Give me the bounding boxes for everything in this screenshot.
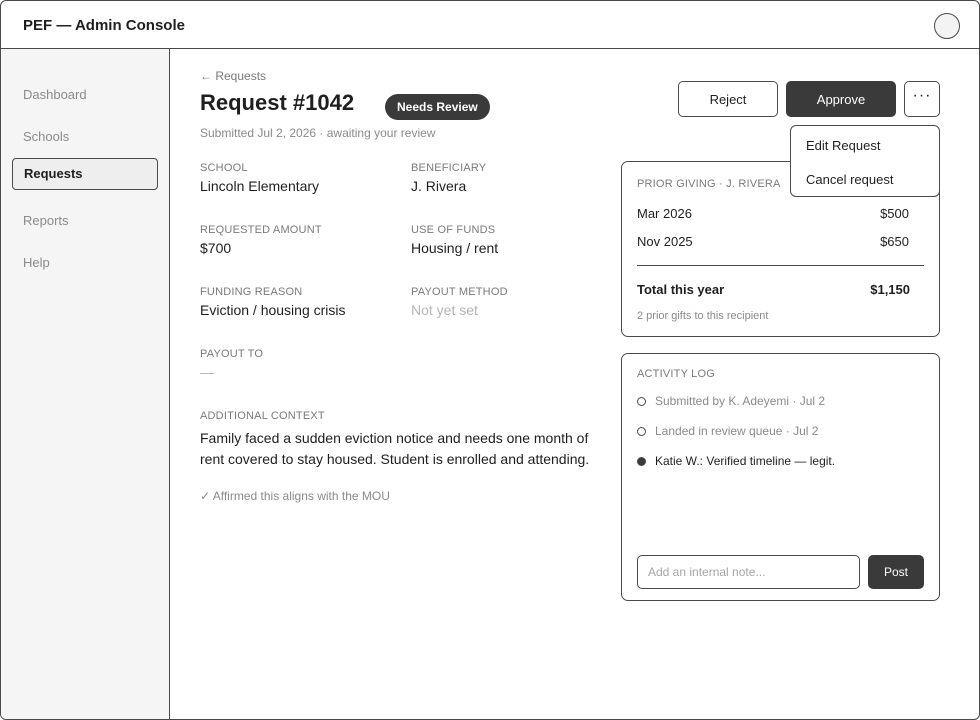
funding-reason-label: FUNDING REASON — [200, 286, 303, 298]
gift-amount: $650 — [880, 234, 909, 249]
filled-dot-icon — [637, 457, 646, 466]
log-item — [637, 394, 825, 408]
school-label: SCHOOL — [200, 162, 248, 174]
school-value: Lincoln Elementary — [200, 178, 320, 194]
gift-date: Mar 2026 — [637, 206, 692, 221]
avatar[interactable] — [934, 13, 960, 39]
sidebar — [1, 49, 170, 720]
payout-to-label: PAYOUT TO — [200, 348, 264, 360]
hollow-dot-icon — [637, 397, 646, 406]
additional-context-text: Family faced a sudden eviction notice and needs one month of rent covered to stay housed. Student is enrolled and attending. — [200, 430, 590, 467]
log-item-text: Submitted by K. Adeyemi · Jul 2 — [655, 394, 826, 408]
beneficiary-label: BENEFICIARY — [411, 162, 487, 174]
beneficiary-value: J. Rivera — [411, 178, 467, 194]
sidebar-item-help[interactable]: Help — [23, 255, 50, 270]
more-options-menu — [790, 125, 940, 197]
sidebar-item-reports[interactable]: Reports — [23, 213, 69, 228]
requested-amount-label: REQUESTED AMOUNT — [200, 224, 322, 236]
internal-note-input[interactable] — [637, 555, 860, 589]
top-bar — [1, 1, 979, 49]
sidebar-item-requests[interactable]: Requests — [12, 158, 158, 190]
log-item — [637, 424, 818, 438]
prior-giving-title: PRIOR GIVING · J. RIVERA — [637, 178, 781, 190]
app-title: PEF — Admin Console — [23, 17, 185, 34]
requested-amount-value: $700 — [200, 240, 232, 256]
menu-item-cancel-request[interactable]: Cancel request — [806, 172, 894, 187]
breadcrumb[interactable]: ← Requests — [200, 69, 267, 83]
log-item-text: Katie W.: Verified timeline — legit. — [655, 454, 836, 468]
page-subtitle: Submitted Jul 2, 2026 · awaiting your review — [200, 126, 436, 140]
total-label: Total this year — [637, 282, 725, 297]
approve-button[interactable]: Approve — [786, 81, 896, 117]
divider — [637, 265, 924, 266]
total-row — [637, 282, 910, 297]
payout-to-value: — — [200, 364, 214, 380]
gift-amount: $500 — [880, 206, 909, 221]
use-of-funds-value: Housing / rent — [411, 240, 499, 256]
activity-log-title: ACTIVITY LOG — [637, 368, 715, 380]
funding-reason-value: Eviction / housing crisis — [200, 302, 346, 318]
use-of-funds-label: USE OF FUNDS — [411, 224, 496, 236]
status-badge: Needs Review — [385, 94, 490, 120]
more-options-button[interactable]: ··· — [904, 81, 940, 117]
sidebar-item-dashboard[interactable]: Dashboard — [23, 87, 87, 102]
payout-method-value: Not yet set — [411, 302, 478, 318]
post-note-button[interactable]: Post — [868, 555, 924, 589]
mou-affirmation: ✓ Affirmed this aligns with the MOU — [200, 489, 390, 503]
log-item — [637, 454, 835, 468]
log-item-text: Landed in review queue · Jul 2 — [655, 424, 819, 438]
reject-button[interactable]: Reject — [678, 81, 778, 117]
activity-log-card — [621, 353, 940, 601]
total-amount: $1,150 — [870, 282, 910, 297]
hollow-dot-icon — [637, 427, 646, 436]
gift-row — [637, 206, 909, 221]
gift-row — [637, 234, 909, 249]
gift-date: Nov 2025 — [637, 234, 693, 249]
menu-item-edit-request[interactable]: Edit Request — [806, 138, 881, 153]
additional-context-label: ADDITIONAL CONTEXT — [200, 410, 325, 422]
prior-gifts-note: 2 prior gifts to this recipient — [637, 310, 769, 322]
payout-method-label: PAYOUT METHOD — [411, 286, 508, 298]
main-content — [171, 49, 979, 720]
sidebar-item-schools[interactable]: Schools — [23, 129, 70, 144]
page-title: Request #1042 — [200, 90, 355, 115]
